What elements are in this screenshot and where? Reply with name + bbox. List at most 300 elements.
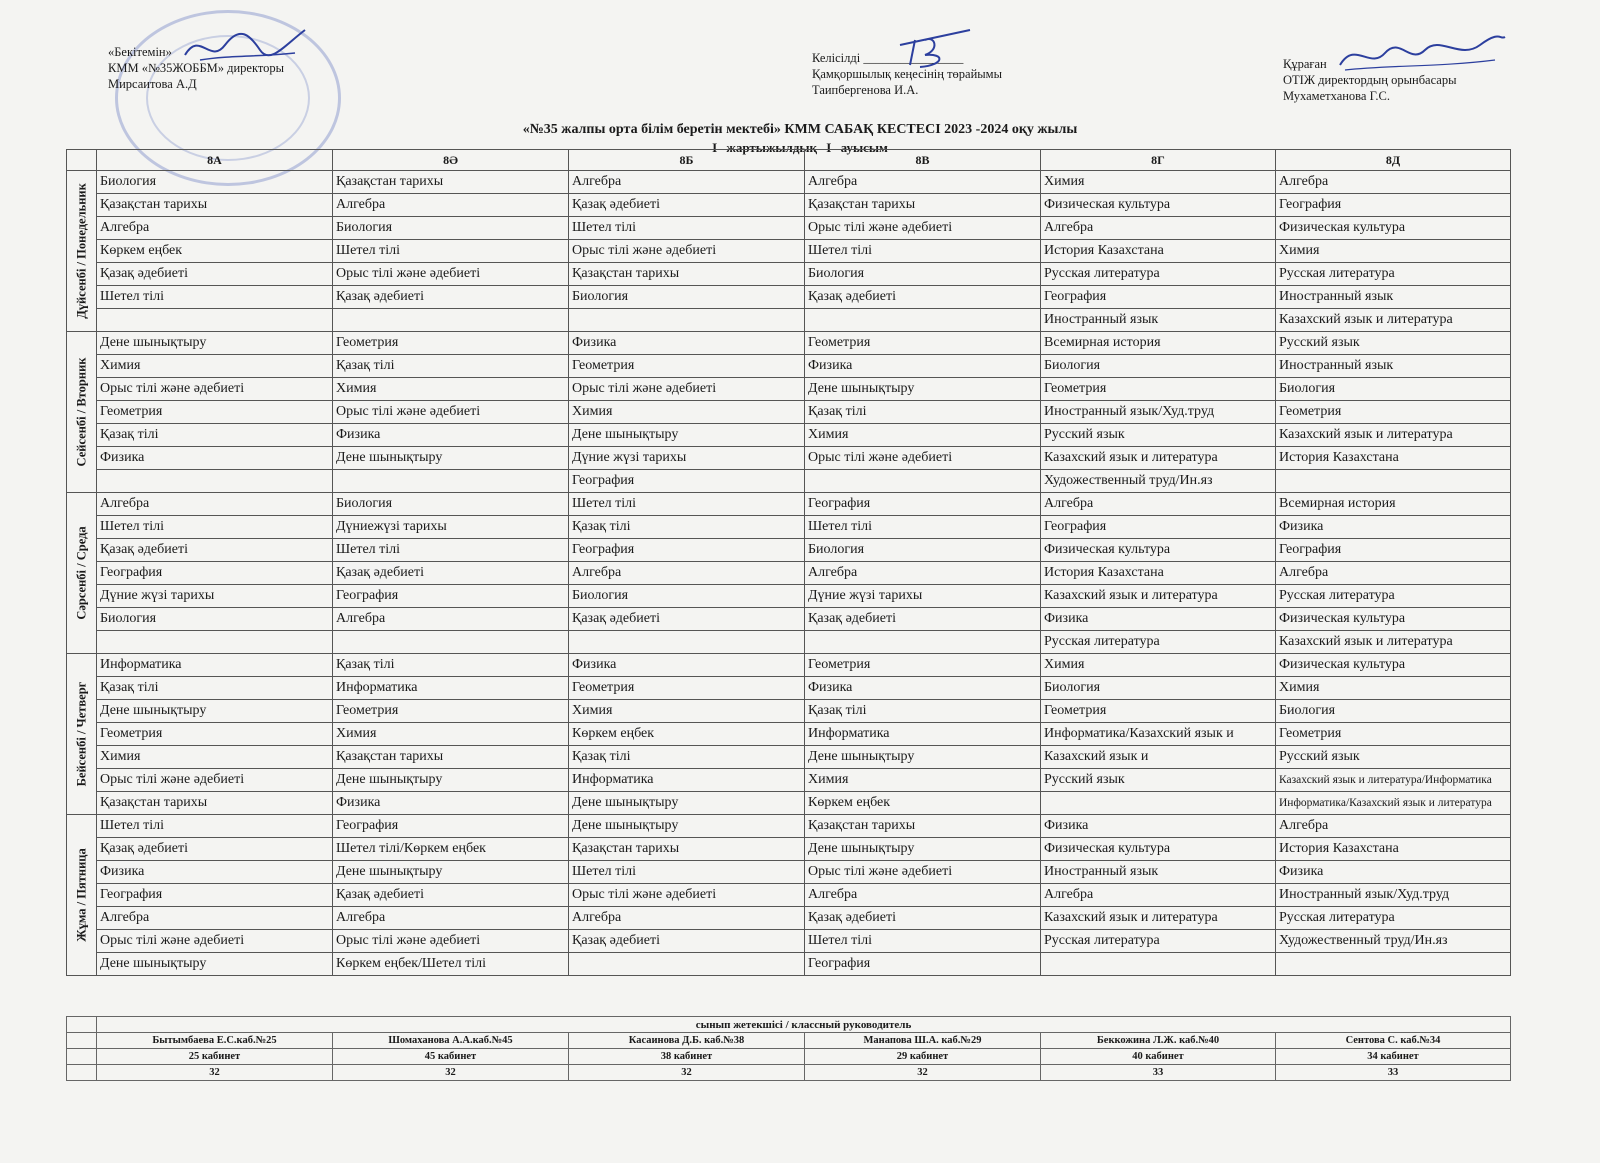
lesson-cell: Алгебра <box>805 884 1041 907</box>
day-label: Дүйсенбі / Понедельник <box>74 183 88 319</box>
lesson-cell: Химия <box>805 769 1041 792</box>
lesson-row <box>67 861 1511 884</box>
lesson-row <box>67 355 1511 378</box>
lesson-cell: Қазақ әдебиеті <box>805 286 1041 309</box>
lesson-cell: География <box>1276 194 1511 217</box>
teacher-cell: Бытымбаева Е.С.каб.№25 <box>97 1033 333 1049</box>
class-header: 8Д <box>1276 150 1511 171</box>
lesson-cell: Химия <box>1041 654 1276 677</box>
lesson-row <box>67 470 1511 493</box>
lesson-cell: Геометрия <box>1276 723 1511 746</box>
lesson-row <box>67 608 1511 631</box>
lesson-row <box>67 723 1511 746</box>
lesson-cell: Дүниежүзі тарихы <box>333 516 569 539</box>
day-label: Сейсенбі / Вторник <box>74 357 88 467</box>
lesson-cell: Иностранный язык/Худ.труд <box>1041 401 1276 424</box>
lesson-cell: Информатика <box>805 723 1041 746</box>
lesson-cell: Биология <box>805 539 1041 562</box>
lesson-row <box>67 562 1511 585</box>
lesson-cell: Қазақстан тарихы <box>333 171 569 194</box>
lesson-cell: География <box>97 884 333 907</box>
teacher-cell: Беккожина Л.Ж. каб.№40 <box>1041 1033 1276 1049</box>
lesson-cell: Орыс тілі және әдебиеті <box>333 930 569 953</box>
lesson-cell: Физика <box>333 424 569 447</box>
lesson-cell: Информатика/Казахский язык и литература <box>1276 792 1511 815</box>
class-header: 8В <box>805 150 1041 171</box>
lesson-cell <box>1276 470 1511 493</box>
class-header-row <box>67 150 1511 171</box>
lesson-cell: Дене шынықтыру <box>97 332 333 355</box>
lesson-cell: Химия <box>569 401 805 424</box>
lesson-cell: Казахский язык и литература <box>1276 424 1511 447</box>
lesson-cell: Көркем еңбек <box>569 723 805 746</box>
lesson-cell: Физика <box>1276 861 1511 884</box>
lesson-cell: Русская литература <box>1041 263 1276 286</box>
lesson-cell: Қазақ әдебиеті <box>333 562 569 585</box>
lesson-row <box>67 792 1511 815</box>
lesson-cell: Русский язык <box>1041 769 1276 792</box>
lesson-cell: Геометрия <box>569 355 805 378</box>
lesson-cell <box>569 953 805 976</box>
lesson-cell: Қазақ әдебиеті <box>569 608 805 631</box>
lesson-cell <box>333 631 569 654</box>
lesson-cell: Дене шынықтыру <box>805 378 1041 401</box>
lesson-cell: Шетел тілі <box>805 516 1041 539</box>
lesson-row <box>67 194 1511 217</box>
lesson-row <box>67 746 1511 769</box>
lesson-cell: Казахский язык и литература <box>1276 631 1511 654</box>
lesson-cell: География <box>569 539 805 562</box>
lesson-cell <box>1041 792 1276 815</box>
lesson-cell: Дене шынықтыру <box>333 447 569 470</box>
lesson-cell: Қазақ әдебиеті <box>333 286 569 309</box>
lesson-cell: Алгебра <box>333 194 569 217</box>
day-label-cell <box>67 654 97 815</box>
lesson-cell: Алгебра <box>1276 562 1511 585</box>
lesson-cell: Физическая культура <box>1041 539 1276 562</box>
lesson-cell: Дүние жүзі тарихы <box>805 585 1041 608</box>
lesson-cell: Алгебра <box>569 171 805 194</box>
lesson-row <box>67 378 1511 401</box>
day-label: Жұма / Пятница <box>74 848 88 942</box>
lesson-cell: Химия <box>1276 240 1511 263</box>
lesson-cell: Биология <box>333 217 569 240</box>
room-cell: 34 кабинет <box>1276 1049 1511 1065</box>
footer-corner <box>67 1049 97 1065</box>
schedule-subtitle: І жартыжылдық І ауысым <box>712 140 888 155</box>
lesson-cell: Казахский язык и литература/Информатика <box>1276 769 1511 792</box>
lesson-cell <box>569 631 805 654</box>
lesson-cell: Биология <box>97 608 333 631</box>
lesson-cell: Художественный труд/Ин.яз <box>1276 930 1511 953</box>
lesson-cell: География <box>1276 539 1511 562</box>
lesson-cell: Орыс тілі және әдебиеті <box>333 263 569 286</box>
lesson-cell: Көркем еңбек <box>97 240 333 263</box>
lesson-cell: Дене шынықтыру <box>569 792 805 815</box>
lesson-cell: История Казахстана <box>1041 240 1276 263</box>
lesson-cell: Алгебра <box>569 907 805 930</box>
count-cell: 32 <box>333 1065 569 1081</box>
lesson-cell: Қазақстан тарихы <box>97 792 333 815</box>
lesson-cell: Геометрия <box>1276 401 1511 424</box>
lesson-cell: Геометрия <box>805 332 1041 355</box>
lesson-cell: Физическая культура <box>1276 654 1511 677</box>
class-header: 8Г <box>1041 150 1276 171</box>
lesson-cell: Русская литература <box>1041 930 1276 953</box>
approval-left-line1: «Бекітемін» <box>108 45 172 59</box>
footer-label-row <box>67 1017 1511 1033</box>
footer-corner <box>67 1017 97 1033</box>
approval-mid-line1: Келісілді ________________ <box>812 51 964 65</box>
lesson-cell: Химия <box>1276 677 1511 700</box>
lesson-cell: Қазақ әдебиеті <box>97 539 333 562</box>
lesson-cell: Қазақстан тарихы <box>805 815 1041 838</box>
lesson-cell: Дене шынықтыру <box>569 815 805 838</box>
lesson-cell: География <box>333 585 569 608</box>
lesson-cell: Қазақ тілі <box>97 424 333 447</box>
lesson-row <box>67 493 1511 516</box>
lesson-cell: Қазақстан тарихы <box>569 838 805 861</box>
lesson-cell: Казахский язык и <box>1041 746 1276 769</box>
lesson-cell: Қазақстан тарихы <box>333 746 569 769</box>
lesson-cell: Химия <box>333 723 569 746</box>
director-signature-icon <box>180 25 310 70</box>
footer-teachers-row <box>67 1033 1511 1049</box>
lesson-cell: Геометрия <box>97 401 333 424</box>
lesson-cell: Казахский язык и литература <box>1041 447 1276 470</box>
lesson-cell: Химия <box>97 355 333 378</box>
lesson-row <box>67 539 1511 562</box>
lesson-cell: Физика <box>97 861 333 884</box>
approval-right-line1: Құраған <box>1283 57 1327 71</box>
count-cell: 33 <box>1041 1065 1276 1081</box>
class-header: 8Ә <box>333 150 569 171</box>
lesson-cell: Биология <box>97 171 333 194</box>
lesson-cell: Шетел тілі <box>569 493 805 516</box>
deputy-signature-icon <box>1330 35 1510 75</box>
count-cell: 32 <box>97 1065 333 1081</box>
lesson-cell: Шетел тілі <box>97 516 333 539</box>
lesson-cell: Химия <box>805 424 1041 447</box>
count-cell: 32 <box>805 1065 1041 1081</box>
lesson-cell: Химия <box>1041 171 1276 194</box>
lesson-cell: Шетел тілі <box>805 930 1041 953</box>
class-teacher-label: сынып жетекшісі / классный руководитель <box>97 1017 1511 1033</box>
lesson-cell: Геометрия <box>805 654 1041 677</box>
room-cell: 25 кабинет <box>97 1049 333 1065</box>
lesson-cell: Иностранный язык/Худ.труд <box>1276 884 1511 907</box>
lesson-cell: Русская литература <box>1041 631 1276 654</box>
lesson-cell: Қазақ әдебиеті <box>97 838 333 861</box>
lesson-cell: Информатика/Казахский язык и <box>1041 723 1276 746</box>
lesson-cell: Қазақ әдебиеті <box>569 930 805 953</box>
day-label-cell <box>67 171 97 332</box>
lesson-cell: Физика <box>569 654 805 677</box>
approval-right-line2: ОТІЖ директордың орынбасары <box>1283 73 1457 87</box>
lesson-cell: Алгебра <box>569 562 805 585</box>
lesson-cell: История Казахстана <box>1276 838 1511 861</box>
lesson-cell: Қазақ әдебиеті <box>569 194 805 217</box>
lesson-cell: Геометрия <box>333 700 569 723</box>
lesson-cell: Алгебра <box>97 217 333 240</box>
lesson-cell: Алгебра <box>805 562 1041 585</box>
lesson-cell: Шетел тілі <box>569 217 805 240</box>
lesson-row <box>67 240 1511 263</box>
lesson-cell: Физическая культура <box>1041 838 1276 861</box>
lesson-cell: Физика <box>1041 815 1276 838</box>
approval-mid-line2: Қамқоршылық кеңесінің төрайымы <box>812 67 1002 81</box>
lesson-row <box>67 953 1511 976</box>
lesson-cell: Орыс тілі және әдебиеті <box>333 401 569 424</box>
lesson-row <box>67 700 1511 723</box>
lesson-cell: История Казахстана <box>1041 562 1276 585</box>
lesson-cell: Орыс тілі және әдебиеті <box>805 447 1041 470</box>
lesson-cell: Қазақ әдебиеті <box>333 884 569 907</box>
footer-corner <box>67 1065 97 1081</box>
lesson-row <box>67 677 1511 700</box>
lesson-cell <box>97 309 333 332</box>
lesson-cell: Биология <box>1041 677 1276 700</box>
lesson-cell: Қазақ тілі <box>569 746 805 769</box>
lesson-cell: Дүние жүзі тарихы <box>97 585 333 608</box>
lesson-cell: Қазақ әдебиеті <box>805 907 1041 930</box>
lesson-cell: Биология <box>805 263 1041 286</box>
lesson-cell: Алгебра <box>1041 493 1276 516</box>
lesson-cell <box>333 470 569 493</box>
lesson-cell <box>805 470 1041 493</box>
lesson-cell: География <box>805 953 1041 976</box>
lesson-cell: Физика <box>805 355 1041 378</box>
lesson-cell: Физическая культура <box>1276 608 1511 631</box>
lesson-cell: Иностранный язык <box>1041 309 1276 332</box>
lesson-cell: Русская литература <box>1276 585 1511 608</box>
lesson-cell: Шетел тілі <box>569 861 805 884</box>
lesson-cell: Иностранный язык <box>1276 286 1511 309</box>
lesson-row <box>67 930 1511 953</box>
lesson-cell: Алгебра <box>1276 171 1511 194</box>
lesson-cell: Орыс тілі және әдебиеті <box>569 240 805 263</box>
lesson-cell: Художественный труд/Ин.яз <box>1041 470 1276 493</box>
lesson-cell: Геометрия <box>1041 700 1276 723</box>
lesson-cell <box>97 631 333 654</box>
lesson-cell: Биология <box>1276 700 1511 723</box>
corner-cell <box>67 150 97 171</box>
lesson-row <box>67 401 1511 424</box>
lesson-cell: Алгебра <box>97 907 333 930</box>
lesson-cell: Қазақ әдебиеті <box>805 608 1041 631</box>
lesson-cell: Физика <box>333 792 569 815</box>
lesson-cell: Шетел тілі/Көркем еңбек <box>333 838 569 861</box>
day-label: Сәрсенбі / Среда <box>74 526 88 620</box>
lesson-cell <box>1041 953 1276 976</box>
lesson-cell: Алгебра <box>1041 884 1276 907</box>
lesson-cell: Геометрия <box>569 677 805 700</box>
lesson-cell: Көркем еңбек/Шетел тілі <box>333 953 569 976</box>
lesson-row <box>67 815 1511 838</box>
day-label-cell <box>67 815 97 976</box>
room-cell: 40 кабинет <box>1041 1049 1276 1065</box>
lesson-cell: Русский язык <box>1276 746 1511 769</box>
lesson-row <box>67 263 1511 286</box>
lesson-cell: Дене шынықтыру <box>97 953 333 976</box>
lesson-cell <box>569 309 805 332</box>
lesson-cell: Русский язык <box>1041 424 1276 447</box>
lesson-cell: Дене шынықтыру <box>569 424 805 447</box>
class-header: 8А <box>97 150 333 171</box>
lesson-cell: Дене шынықтыру <box>333 861 569 884</box>
lesson-cell: География <box>805 493 1041 516</box>
lesson-cell: Русская литература <box>1276 263 1511 286</box>
lesson-cell: Информатика <box>333 677 569 700</box>
lesson-cell: Казахский язык и литература <box>1276 309 1511 332</box>
lesson-cell: Казахский язык и литература <box>1041 907 1276 930</box>
approval-mid-line3: Таипбергенова И.А. <box>812 83 919 97</box>
count-cell: 33 <box>1276 1065 1511 1081</box>
lesson-cell: Орыс тілі және әдебиеті <box>805 861 1041 884</box>
lesson-row <box>67 447 1511 470</box>
lesson-cell: География <box>1041 286 1276 309</box>
lesson-cell: Қазақ тілі <box>333 654 569 677</box>
lesson-cell: География <box>333 815 569 838</box>
lesson-row <box>67 631 1511 654</box>
lesson-row <box>67 907 1511 930</box>
lesson-row <box>67 654 1511 677</box>
lesson-cell <box>333 309 569 332</box>
lesson-row <box>67 217 1511 240</box>
lesson-cell: Физика <box>805 677 1041 700</box>
day-label-cell <box>67 332 97 493</box>
teacher-cell: Сентова С. каб.№34 <box>1276 1033 1511 1049</box>
lesson-cell: Шетел тілі <box>333 539 569 562</box>
lesson-cell: Биология <box>569 286 805 309</box>
lesson-cell: Қазақ тілі <box>805 401 1041 424</box>
room-cell: 29 кабинет <box>805 1049 1041 1065</box>
lesson-cell: География <box>97 562 333 585</box>
lesson-cell: Орыс тілі және әдебиеті <box>569 378 805 401</box>
lesson-cell <box>805 631 1041 654</box>
schedule-table <box>66 149 1511 976</box>
lesson-cell: Орыс тілі және әдебиеті <box>805 217 1041 240</box>
lesson-cell: География <box>1041 516 1276 539</box>
lesson-row <box>67 838 1511 861</box>
lesson-row <box>67 171 1511 194</box>
lesson-row <box>67 332 1511 355</box>
lesson-row <box>67 309 1511 332</box>
lesson-cell <box>1276 953 1511 976</box>
lesson-row <box>67 286 1511 309</box>
lesson-cell: Қазақ тілі <box>569 516 805 539</box>
lesson-row <box>67 769 1511 792</box>
board-chair-signature-icon <box>890 25 980 70</box>
lesson-cell: Физическая культура <box>1041 194 1276 217</box>
schedule-title: «№35 жалпы орта білім беретін мектебі» КММ САБАҚ КЕСТЕСІ 2023 -2024 оқу жылы <box>522 122 1078 137</box>
lesson-cell: Геометрия <box>97 723 333 746</box>
lesson-cell: Физическая культура <box>1276 217 1511 240</box>
lesson-cell: Химия <box>333 378 569 401</box>
teacher-cell: Шомаханова А.А.каб.№45 <box>333 1033 569 1049</box>
lesson-cell: Геометрия <box>1041 378 1276 401</box>
lesson-cell: Биология <box>1041 355 1276 378</box>
lesson-cell: Всемирная история <box>1041 332 1276 355</box>
lesson-cell: Биология <box>333 493 569 516</box>
teacher-cell: Манапова Ш.А. каб.№29 <box>805 1033 1041 1049</box>
lesson-cell: Казахский язык и литература <box>1041 585 1276 608</box>
schedule-body <box>67 171 1511 976</box>
day-label-cell <box>67 493 97 654</box>
lesson-cell: Қазақ тілі <box>97 677 333 700</box>
lesson-cell: Қазақ әдебиеті <box>97 263 333 286</box>
lesson-cell: Дене шынықтыру <box>805 838 1041 861</box>
lesson-cell: Химия <box>569 700 805 723</box>
lesson-cell: Информатика <box>97 654 333 677</box>
lesson-cell: Информатика <box>569 769 805 792</box>
approval-left-line3: Мирсаитова А.Д <box>108 77 197 91</box>
lesson-cell: Шетел тілі <box>97 815 333 838</box>
lesson-cell: Орыс тілі және әдебиеті <box>569 884 805 907</box>
lesson-cell: Алгебра <box>97 493 333 516</box>
lesson-cell <box>805 309 1041 332</box>
lesson-cell: Биология <box>1276 378 1511 401</box>
lesson-cell: Қазақстан тарихы <box>97 194 333 217</box>
lesson-cell: История Казахстана <box>1276 447 1511 470</box>
lesson-cell: Қазақстан тарихы <box>569 263 805 286</box>
lesson-cell: Физика <box>97 447 333 470</box>
lesson-cell <box>97 470 333 493</box>
lesson-cell: Қазақ тілі <box>805 700 1041 723</box>
lesson-cell: Физика <box>1041 608 1276 631</box>
lesson-cell: Дене шынықтыру <box>805 746 1041 769</box>
lesson-row <box>67 516 1511 539</box>
footer-rooms-row <box>67 1049 1511 1065</box>
lesson-cell: Всемирная история <box>1276 493 1511 516</box>
count-cell: 32 <box>569 1065 805 1081</box>
class-header: 8Б <box>569 150 805 171</box>
lesson-row <box>67 884 1511 907</box>
lesson-cell: Геометрия <box>333 332 569 355</box>
lesson-cell: Иностранный язык <box>1041 861 1276 884</box>
lesson-cell: Шетел тілі <box>97 286 333 309</box>
lesson-cell: Физика <box>1276 516 1511 539</box>
lesson-cell: Физика <box>569 332 805 355</box>
lesson-cell: География <box>569 470 805 493</box>
lesson-cell: Орыс тілі және әдебиеті <box>97 769 333 792</box>
approval-right-line3: Мухаметханова Г.С. <box>1283 89 1390 103</box>
footer-table <box>66 1016 1511 1081</box>
approval-left-line2: КММ «№35ЖОББМ» директоры <box>108 61 285 75</box>
footer-counts-row <box>67 1065 1511 1081</box>
lesson-cell: Русская литература <box>1276 907 1511 930</box>
room-cell: 45 кабинет <box>333 1049 569 1065</box>
footer-corner <box>67 1033 97 1049</box>
day-label: Бейсенбі / Четверг <box>74 681 88 787</box>
lesson-cell: Иностранный язык <box>1276 355 1511 378</box>
lesson-cell: Дене шынықтыру <box>333 769 569 792</box>
lesson-cell: Алгебра <box>333 907 569 930</box>
lesson-cell: Алгебра <box>333 608 569 631</box>
lesson-cell: Русский язык <box>1276 332 1511 355</box>
room-cell: 38 кабинет <box>569 1049 805 1065</box>
lesson-cell: Биология <box>569 585 805 608</box>
lesson-cell: Шетел тілі <box>805 240 1041 263</box>
lesson-cell: Дене шынықтыру <box>97 700 333 723</box>
lesson-cell: Орыс тілі және әдебиеті <box>97 930 333 953</box>
teacher-cell: Касаинова Д.Б. каб.№38 <box>569 1033 805 1049</box>
lesson-cell: Дүние жүзі тарихы <box>569 447 805 470</box>
lesson-cell: Қазақ тілі <box>333 355 569 378</box>
lesson-row <box>67 585 1511 608</box>
lesson-cell: Қазақстан тарихы <box>805 194 1041 217</box>
lesson-cell: Алгебра <box>805 171 1041 194</box>
